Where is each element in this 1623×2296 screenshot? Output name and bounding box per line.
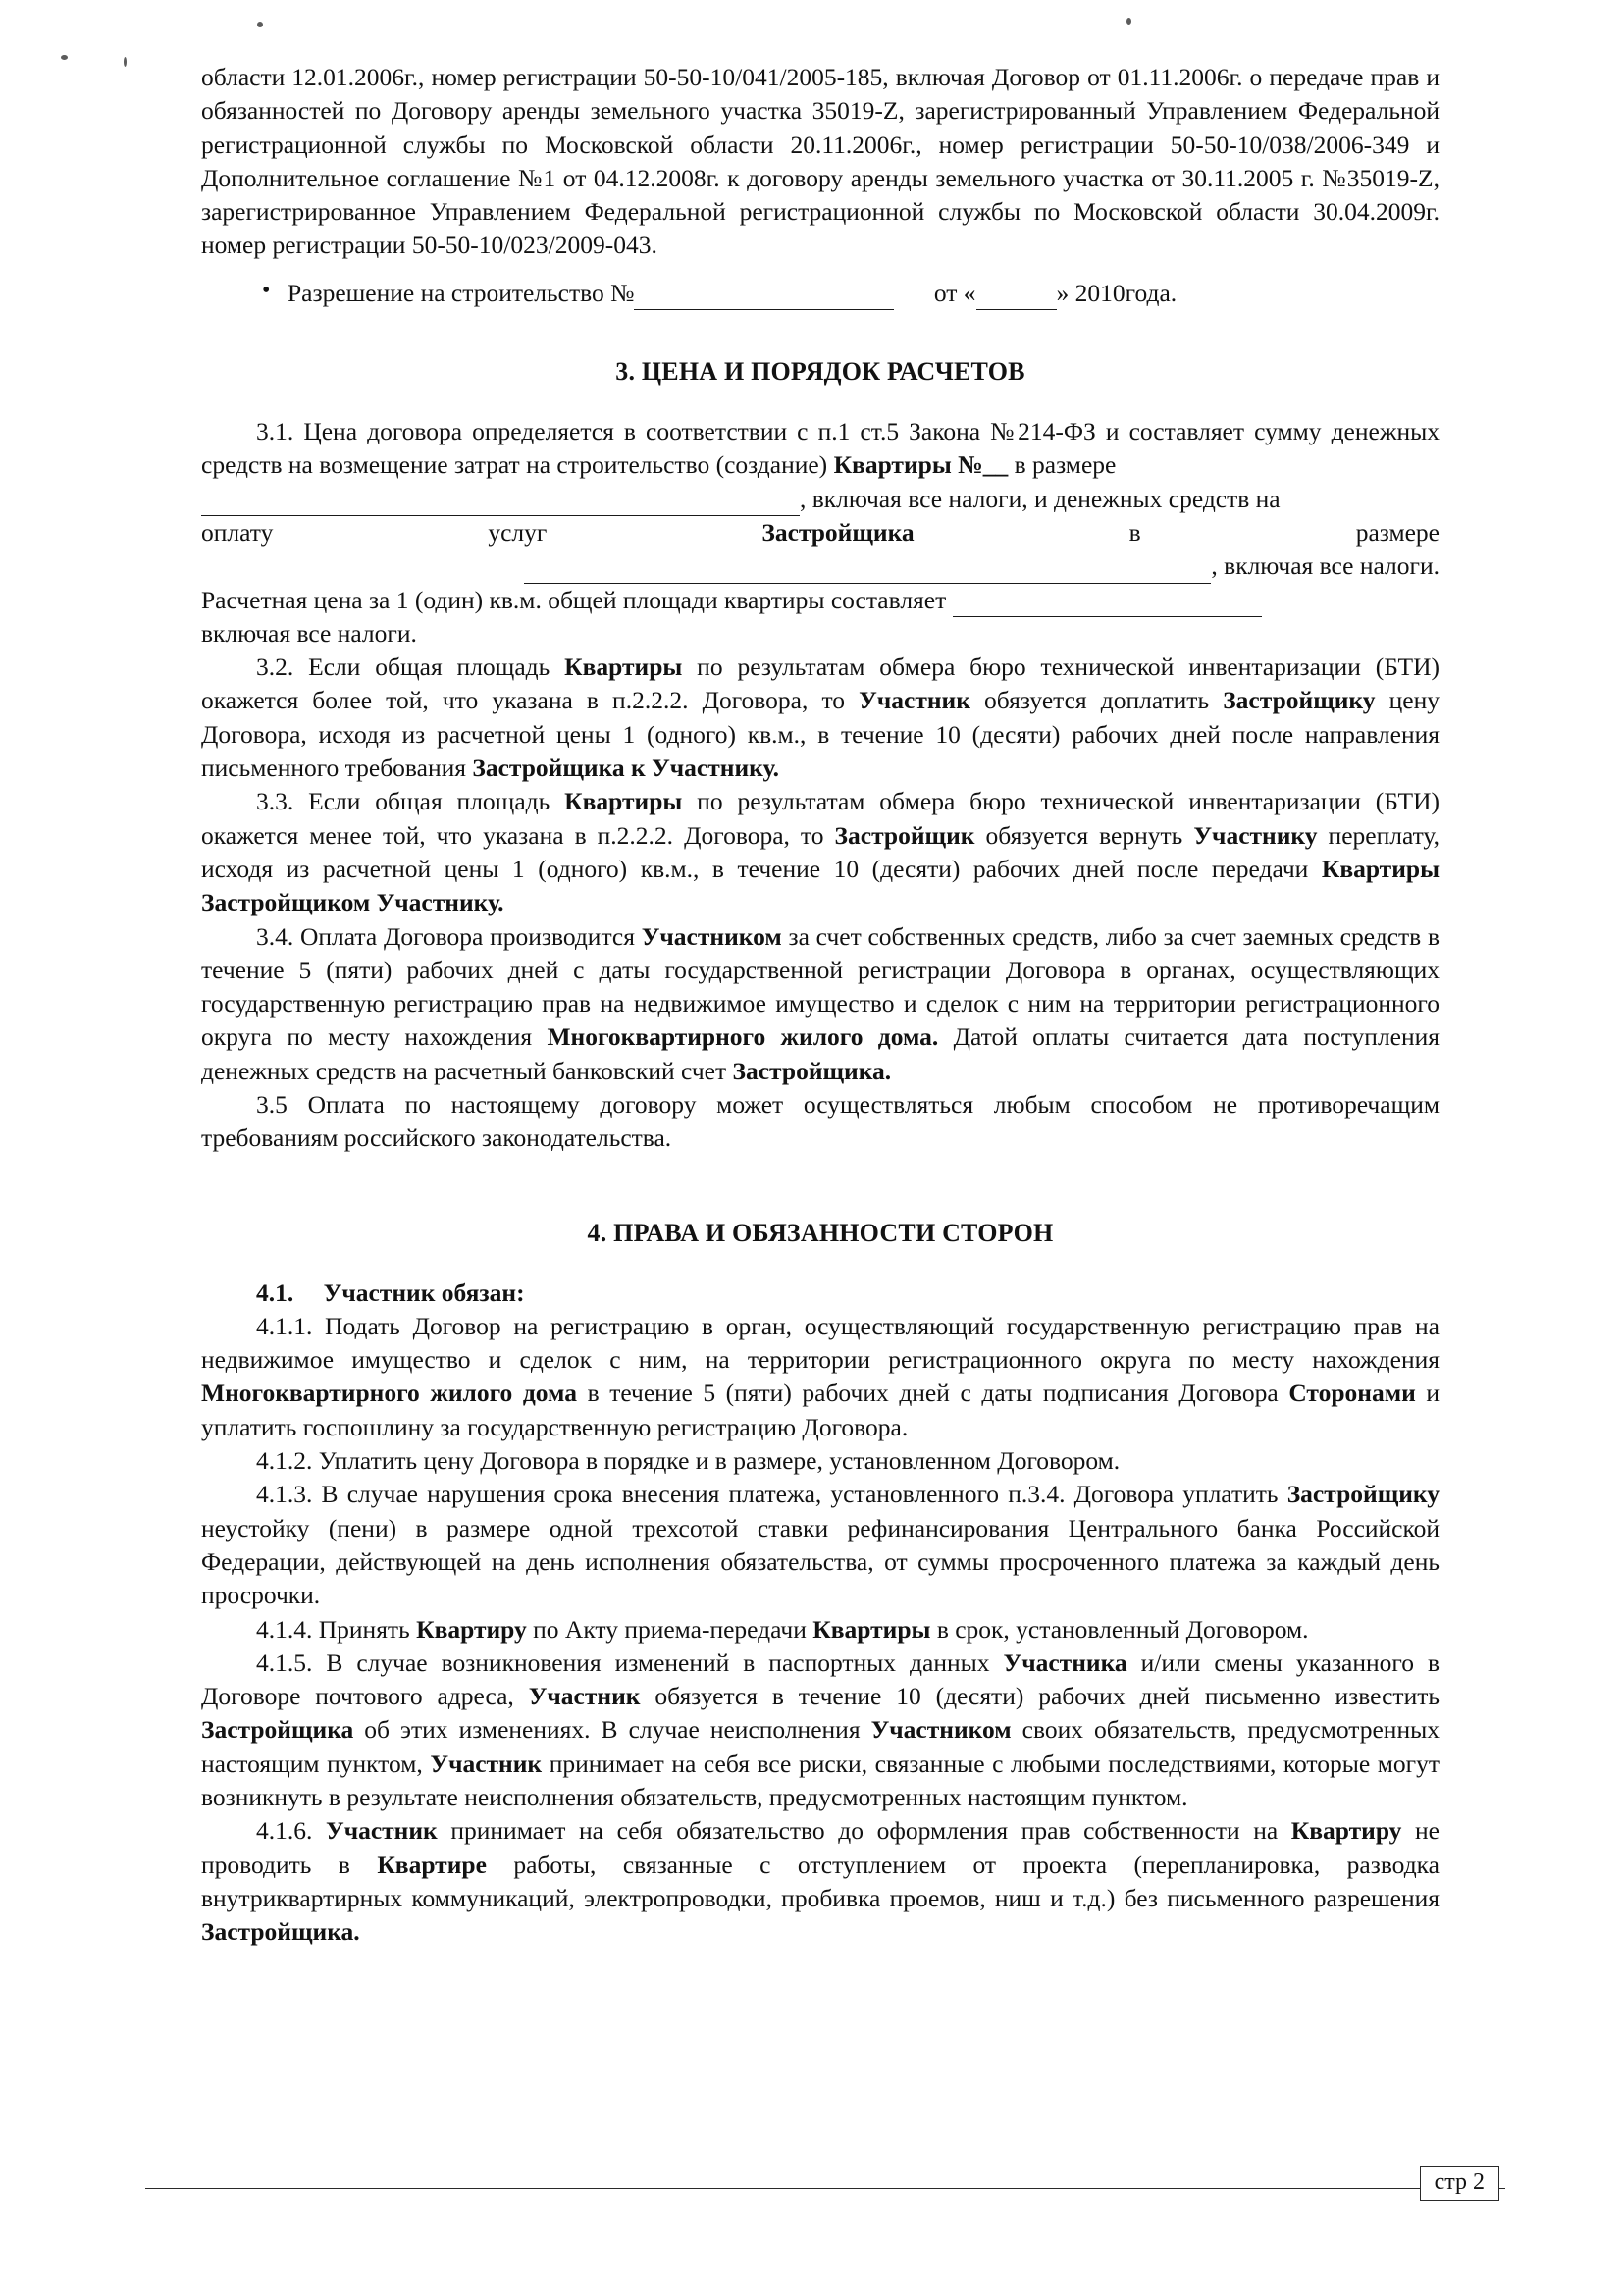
p41-title: Участник обязан:: [323, 1278, 525, 1307]
permit-prefix: Разрешение на строительство №: [288, 278, 635, 307]
p31-razmere: размере: [1355, 517, 1440, 547]
scan-speck: [61, 55, 68, 60]
paragraph-4-1-3: 4.1.3. В случае нарушения срока внесения платежа, установленного п.3.4. Договора уплатить Застройщику неустойку (пени) в размере одной трехсотой ставки рефинансирования Центрального банка Российской Федерации, действующей на день исполнения обязательства, от суммы просроченного платежа за каждый день просрочки.: [201, 1480, 1440, 1610]
p31-uslug: услуг: [488, 517, 548, 547]
paragraph-4-1: [201, 1277, 1440, 1310]
price-amount-blank-1[interactable]: [201, 489, 800, 516]
p31-calc-a: Расчетная цена за 1 (один) кв.м. общей площади квартиры составляет: [201, 585, 953, 614]
permit-date-middle: от «: [933, 278, 976, 307]
paragraph-3-2: 3.2. Если общая площадь Квартиры по результатам обмера бюро технической инвентаризации (БТИ) окажется более той, что указана в п.2.2.2. Договора, то Участник обязуется доплатить Застройщику цену Договора, исходя из расчетной цены 1 (одного) кв.м., в течение 10 (десяти) рабочих дней после направления письменного требования Застройщика к Участнику.: [201, 652, 1440, 783]
paragraph-4-1-6: 4.1.6. Участник принимает на себя обязательство до оформления прав собственности на Квартиру не проводить в Квартире работы, связанные с отступлением от проекта (перепланировка, разводка внутриквартирных коммуникаций, электропроводки, пробивка проемов, ниш и т.д.) без письменного разрешения Застройщика.: [201, 1816, 1440, 1947]
permit-date-blank[interactable]: [976, 283, 1057, 310]
list-item-building-permit: [262, 277, 1440, 310]
permit-number-blank[interactable]: [634, 283, 894, 310]
paragraph-3-1-amount-line: [201, 483, 1440, 516]
p41-number: 4.1.: [256, 1278, 294, 1307]
paragraph-3-5: 3.5 Оплата по настоящему договору может осуществляться любым способом не противоречащим требованиям российского законодательства.: [201, 1089, 1440, 1153]
paragraph-3-1-amount-line-2: [201, 549, 1440, 583]
paragraph-4-1-1: 4.1.1. Подать Договор на регистрацию в орган, осуществляющий государственную регистрацию прав на недвижимое имущество и сделок с ним, на территории регистрационного округа по месту нахождения Многоквартирного жилого дома в течение 5 (пяти) рабочих дней с даты подписания Договора Сторонами и уплатить госпошлину за государственную регистрацию Договора.: [201, 1311, 1440, 1441]
p31-text-b: в размере: [1008, 450, 1117, 480]
paragraph-3-3: 3.3. Если общая площадь Квартиры по результатам обмера бюро технической инвентаризации (БТИ) окажется менее той, что указана в п.2.2.2. Договора, то Застройщик обязуется вернуть Участнику переплату, исходя из расчетной цены 1 (одного) кв.м., в течение 10 (десяти) рабочих дней после передачи Квартиры Застройщиком Участнику.: [201, 787, 1440, 917]
page-footer: [145, 2166, 1505, 2212]
paragraph-3-1-line1: [201, 415, 1440, 483]
section-4-heading: 4. ПРАВА И ОБЯЗАННОСТИ СТОРОН: [587, 1218, 1054, 1247]
paragraph-4-1-4: 4.1.4. Принять Квартиру по Акту приема-передачи Квартиры в срок, установленный Договором.: [256, 1614, 1309, 1644]
paragraph-3-1-unit-price-tail: включая все налоги.: [201, 618, 417, 648]
scan-speck: [257, 22, 263, 27]
bullet-list-permit: [201, 277, 1440, 310]
paragraph-top-registration: области 12.01.2006г., номер регистрации 50-50-10/041/2005-185, включая Договор от 01.11.2006г. о передаче прав и обязанностей по Договору аренды земельного участка 35019-Z, зарегистрированный Управлением Федеральной регистрационной службы по Московской области 20.11.2006г., номер регистрации 50-50-10/038/2006-349 и Дополнительное соглашение №1 от 04.12.2008г. к договору аренды земельного участка от 30.11.2005 г. №35019-Z, зарегистрированное Управлением Федеральной регистрационной службы по Московской области 30.04.2009г. номер регистрации 50-50-10/023/2009-043.: [201, 63, 1440, 260]
paragraph-3-4: 3.4. Оплата Договора производится Участником за счет собственных средств, либо за счет заемных средств в течение 5 (пяти) рабочих дней с даты государственной регистрации Договора в органах, осуществляющих государственную регистрацию прав на недвижимое имущество и сделок с ним на территории регистрационного округа по месту нахождения Многоквартирного жилого дома. Датой оплаты считается дата поступления денежных средств на расчетный банковский счет Застройщика.: [201, 921, 1440, 1085]
paragraph-4-1-5: 4.1.5. В случае возникновения изменений в паспортных данных Участника и/или смены указанного в Договоре почтового адреса, Участник обязуется в течение 10 (десяти) рабочих дней письменно известить Застройщика об этих изменениях. В случае неисполнения Участником своих обязательств, предусмотренных настоящим пунктом, Участник принимает на себя все риски, связанные с любыми последствиями, которые могут возникнуть в результате неисполнения обязательств, предусмотренных настоящим пунктом.: [201, 1647, 1440, 1811]
p31-v: в: [1128, 517, 1141, 547]
p31-text-c: , включая все налоги, и денежных средств на: [800, 484, 1281, 513]
price-amount-blank-2[interactable]: [524, 556, 1211, 584]
unit-price-blank[interactable]: [953, 590, 1262, 617]
scan-speck: [1126, 18, 1131, 25]
page-number: стр 2: [1420, 2166, 1499, 2201]
section-3-heading: 3. ЦЕНА И ПОРЯДОК РАСЧЕТОВ: [615, 357, 1025, 387]
paragraph-3-1-unit-price: [201, 584, 1440, 617]
scan-speck: [124, 57, 127, 67]
document-body: [201, 61, 1440, 1949]
p31-kvartiry: Квартиры №__: [833, 450, 1009, 480]
p31-text-a: 3.1. Цена договора определяется в соответствии с п.1 ст.5 Закона №214-ФЗ и составляет сумму денежных средств на возмещение затрат на строительство (создание): [201, 417, 1440, 480]
permit-suffix: » 2010года.: [1056, 278, 1178, 307]
paragraph-3-1-services-line: [201, 516, 1440, 549]
p31-zastroyshchika: Застройщика: [761, 517, 915, 547]
p31-text-d: , включая все налоги.: [1211, 551, 1440, 581]
p31-oplatu: оплату: [201, 517, 274, 547]
paragraph-4-1-2: 4.1.2. Уплатить цену Договора в порядке и в размере, установленном Договором.: [256, 1446, 1121, 1476]
footer-divider: [145, 2188, 1505, 2189]
